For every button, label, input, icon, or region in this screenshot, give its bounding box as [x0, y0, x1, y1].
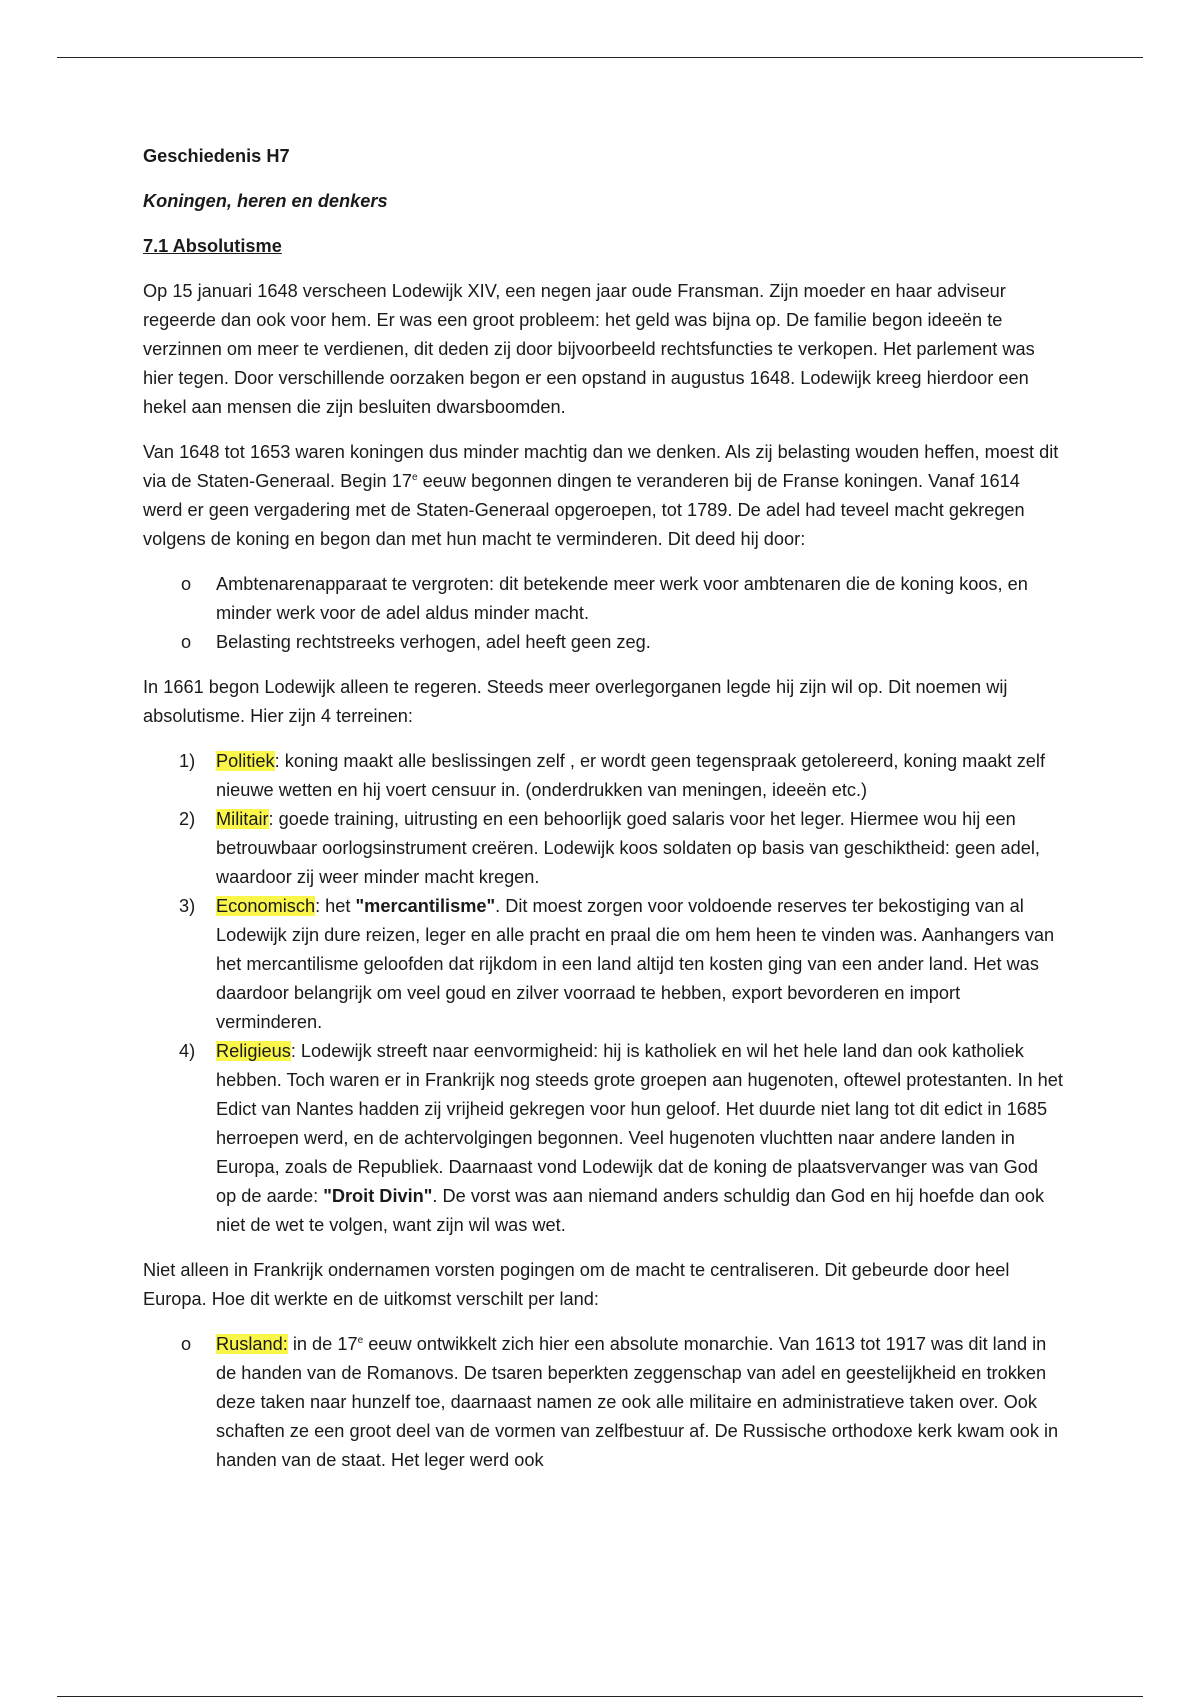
paragraph-4: Niet alleen in Frankrijk ondernamen vorsten pogingen om de macht te centraliseren. Dit gebeurde door heel Europa. Hoe dit werkte en de uitkomst verschilt per land: [143, 1260, 1010, 1309]
highlight-term: Militair [216, 809, 269, 829]
numbered-list [143, 747, 1063, 1240]
bullet-list-1 [143, 570, 1063, 657]
list-item-economisch [143, 892, 1063, 1037]
section-heading: 7.1 Absolutisme [143, 236, 282, 256]
list-item-militair [143, 805, 1063, 892]
highlight-term: Religieus [216, 1041, 291, 1061]
list-item-text: : het [315, 896, 356, 916]
document-subtitle: Koningen, heren en denkers [143, 191, 388, 211]
highlight-term: Rusland: [216, 1334, 288, 1354]
list-item-text: eeuw ontwikkelt zich hier een absolute monarchie. Van 1613 tot 1917 was dit land in de handen van de Romanovs. De tsaren beperkten zeggenschap van adel en geestelijkheid en trokken deze taken naar hunzelf toe, daarnaast namen ze ook alle militaire en administratieve taken over. Ook schaften ze een groot deel van de vormen van zelfbestuur af. De Russische orthodoxe kerk kwam ook in handen van de staat. Het leger werd ook [216, 1334, 1059, 1470]
list-number: 1) [179, 751, 196, 771]
list-item-religieus [143, 1037, 1063, 1240]
paragraph-2-sup: e [411, 471, 418, 483]
bullet-list-2 [143, 1330, 1063, 1475]
list-item [143, 570, 1063, 628]
bullet-marker: o [181, 632, 192, 652]
highlight-term: Economisch [216, 896, 316, 916]
header-rule [57, 57, 1143, 58]
paragraph-2-part-a: Van 1648 tot 1653 waren koningen dus minder machtig dan we denken. Als zij belasting wouden heffen, moest dit via de Staten-Generaal. Begin 17 [143, 442, 1059, 491]
list-item-text: . Dit moest zorgen voor voldoende reserves ter bekostiging van al Lodewijk zijn dure reizen, leger en alle pracht en praal die om hem heen te vinden was. Aanhangers van het mercantilisme geloofden dat rijkdom in een land altijd ten kosten ging van een ander land. Het was daardoor belangrijk om veel goud en zilver voorraad te hebben, export bevorderen en import verminderen. [216, 896, 1055, 1032]
paragraph-2-part-b: eeuw begonnen dingen te veranderen bij de Franse koningen. Vanaf 1614 werd er geen vergadering met de Staten-Generaal opgeroepen, tot 1789. De adel had teveel macht gekregen volgens de koning en begon dan met hun macht te verminderen. Dit deed hij door: [143, 471, 1025, 549]
highlight-term: Politiek [216, 751, 275, 771]
list-item-sup: e [357, 1334, 364, 1346]
bold-term: "mercantilisme" [355, 896, 496, 916]
paragraph-3: In 1661 begon Lodewijk alleen te regeren. Steeds meer overlegorganen legde hij zijn wil op. Dit noemen wij absolutisme. Hier zijn 4 terreinen: [143, 677, 1008, 726]
list-item-text: : Lodewijk streeft naar eenvormigheid: hij is katholiek en wil het hele land dan ook katholiek hebben. Toch waren er in Frankrijk nog steeds grote groepen aan hugenoten, oftewel protestanten. In het Edict van Nantes hadden zij vrijheid gekregen voor hun geloof. Het duurde niet lang tot dit edict in 1685 herroepen werd, en de achtervolgingen begonnen. Veel hugenoten vluchtten naar andere landen in Europa, zoals de Republiek. Daarnaast vond Lodewijk dat de koning de plaatsvervanger was van God op de aarde: [216, 1041, 1063, 1206]
bullet-marker: o [181, 1334, 192, 1354]
document-page [143, 142, 1063, 1491]
list-item [143, 628, 1063, 657]
list-item-text: in de 17 [287, 1334, 358, 1354]
list-item-text: Ambtenarenapparaat te vergroten: dit betekende meer werk voor ambtenaren die de koning koos, en minder werk voor de adel aldus minder macht. [216, 574, 1028, 623]
paragraph-2 [143, 438, 1063, 554]
footer-rule [57, 1696, 1143, 1697]
bold-term: "Droit Divin" [323, 1186, 433, 1206]
paragraph-1: Op 15 januari 1648 verscheen Lodewijk XIV, een negen jaar oude Fransman. Zijn moeder en haar adviseur regeerde dan ook voor hem. Er was een groot probleem: het geld was bijna op. De familie begon ideeën te verzinnen om meer te verdienen, dit deden zij door bijvoorbeeld rechtsfuncties te verkopen. Het parlement was hier tegen. Door verschillende oorzaken begon er een opstand in augustus 1648. Lodewijk kreeg hierdoor een hekel aan mensen die zijn besluiten dwarsboomden. [143, 281, 1035, 417]
list-item-rusland [143, 1330, 1063, 1475]
list-item-text: Belasting rechtstreeks verhogen, adel heeft geen zeg. [216, 632, 651, 652]
list-number: 3) [179, 896, 196, 916]
bullet-marker: o [181, 574, 192, 594]
list-item-politiek [143, 747, 1063, 805]
list-item-text: : koning maakt alle beslissingen zelf , er wordt geen tegenspraak getolereerd, koning maakt zelf nieuwe wetten en hij voert censuur in. (onderdrukken van meningen, ideeën etc.) [216, 751, 1046, 800]
list-item-text: . De vorst was aan niemand anders schuldig dan God en hij hoefde dan ook niet de wet te volgen, want zijn wil was wet. [216, 1186, 1045, 1235]
document-title: Geschiedenis H7 [143, 146, 290, 166]
list-number: 2) [179, 809, 196, 829]
list-item-text: : goede training, uitrusting en een behoorlijk goed salaris voor het leger. Hiermee wou hij een betrouwbaar oorlogsinstrument creëren. Lodewijk koos soldaten op basis van geschiktheid: geen adel, waardoor zij weer minder macht kregen. [216, 809, 1040, 887]
list-number: 4) [179, 1041, 196, 1061]
